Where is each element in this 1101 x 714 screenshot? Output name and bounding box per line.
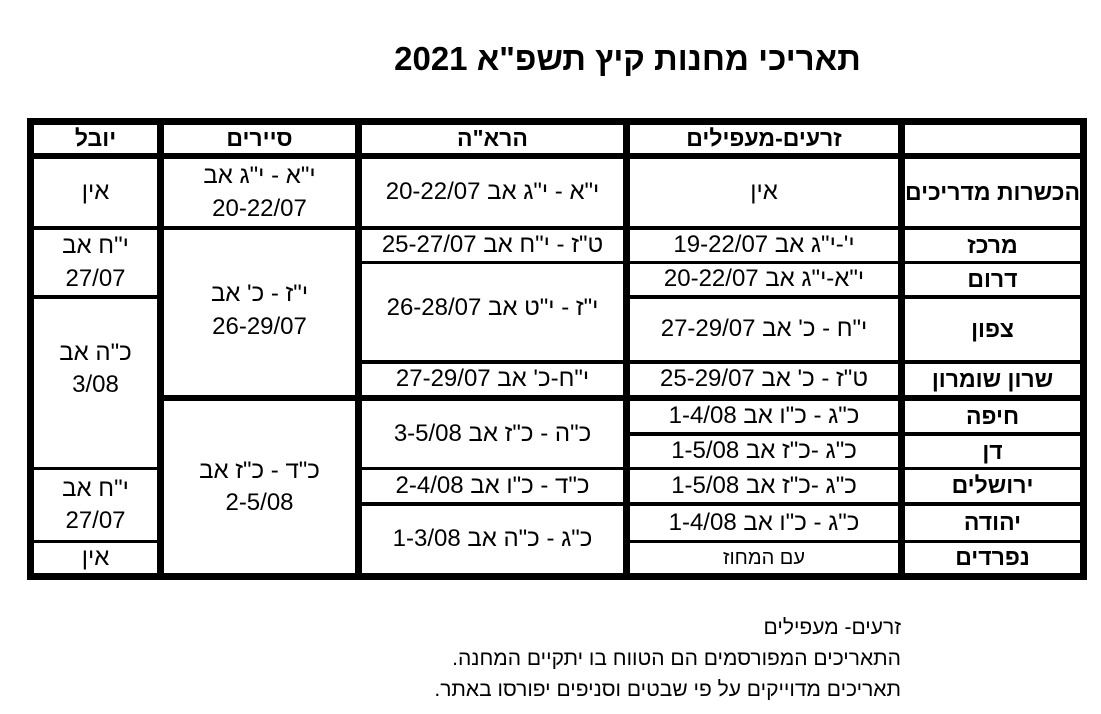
roeh-hachsharot: י"א - י"ג אב 20-22/07: [362, 159, 623, 226]
zeraim-merkaz: י'-י"ג אב 19-22/07: [630, 230, 898, 261]
yovel-merkaz-darom-hebrew: י"ח אב: [62, 232, 129, 260]
sayarim-haifa-nifradim-dates: 2-5/08: [225, 489, 294, 516]
zeraim-hachsharot: אין: [630, 159, 898, 226]
row-yerushalayim: ירושלים: [905, 470, 1080, 502]
roeh-yehuda-nifradim: כ"ג - כ"ה אב 1-3/08: [362, 506, 623, 573]
row-merkaz: מרכז: [905, 230, 1080, 261]
row-darom: דרום: [905, 264, 1080, 295]
yovel-yerushalayim-yehuda-dates: 27/07: [65, 507, 126, 534]
sayarim-merkaz-sharon-dates: 26-29/07: [212, 312, 307, 340]
roeh-yerushalayim: כ"ד - כ"ו אב 2-4/08: [362, 470, 623, 502]
header-yovel: יובל: [34, 125, 157, 153]
sayarim-hachsharot: [164, 159, 355, 226]
roeh-sharon: י"ח-כ' אב 27-29/07: [362, 364, 623, 395]
footnotes: [434, 612, 901, 705]
page-title: תאריכי מחנות קיץ תשפ"א 2021: [394, 40, 861, 77]
sayarim-haifa-nifradim-hebrew: כ"ד - כ"ז אב: [199, 456, 320, 484]
yovel-merkaz-darom-dates: 27/07: [65, 264, 126, 292]
yovel-tzafon-dan-hebrew: כ"ה אב: [59, 338, 132, 366]
zeraim-yehuda: כ"ג - כ"ו אב 1-4/08: [630, 506, 898, 540]
zeraim-darom: י"א-י"ג אב 20-22/07: [630, 264, 898, 295]
roeh-darom-tzafon: י"ז - י"ט אב 26-28/07: [362, 264, 623, 360]
yovel-yerushalayim-yehuda-hebrew: י"ח אב: [62, 474, 129, 502]
header-sayarim: סיירים: [164, 125, 355, 153]
sayarim-haifa-nifradim: [164, 401, 355, 573]
zeraim-haifa: כ"ג - כ"ו אב 1-4/08: [630, 401, 898, 432]
row-hachsharot: הכשרות מדריכים: [905, 159, 1080, 226]
zeraim-nifradim: עם המחוז: [630, 543, 898, 573]
sayarim-merkaz-sharon-hebrew: י"ז - כ' אב: [210, 280, 309, 308]
row-yehuda: יהודה: [905, 506, 1080, 540]
yovel-tzafon-dan: [34, 299, 157, 467]
yovel-hachsharot: אין: [34, 159, 157, 226]
header-roeh: הרא"ה: [362, 125, 623, 153]
camp-dates-table: [27, 118, 1087, 580]
footnote-line: תאריכים מדוייקים על פי שבטים וסניפים יפורסו באתר.: [434, 678, 901, 701]
row-tzafon: צפון: [905, 299, 1080, 360]
row-sharon: שרון שומרון: [905, 364, 1080, 395]
zeraim-tzafon: י"ח - כ' אב 27-29/07: [630, 299, 898, 360]
zeraim-dan: כ"ג -כ"ז אב 1-5/08: [630, 436, 898, 467]
row-nifradim: נפרדים: [905, 543, 1080, 573]
footnote-line: התאריכים המפורסמים הם הטווח בו יתקיים המחנה.: [452, 647, 901, 670]
roeh-haifa-dan: כ"ה - כ"ז אב 3-5/08: [362, 401, 623, 467]
header-zeraim: זרעים-מעפילים: [630, 125, 898, 153]
row-dan: דן: [905, 436, 1080, 467]
yovel-tzafon-dan-dates: 3/08: [72, 371, 119, 398]
zeraim-sharon: ט"ז - כ' אב 25-29/07: [630, 364, 898, 395]
footnote-line: זרעים- מעפילים: [763, 616, 901, 639]
row-haifa: חיפה: [905, 401, 1080, 432]
yovel-merkaz-darom: [34, 230, 157, 295]
yovel-yerushalayim-yehuda: [34, 470, 157, 540]
sayarim-hachsharot-hebrew: י"א - י"ג אב: [203, 162, 316, 190]
sayarim-hachsharot-dates: 20-22/07: [212, 194, 307, 222]
sayarim-merkaz-sharon: [164, 230, 355, 395]
header-region: [905, 125, 1080, 153]
roeh-merkaz: ט"ז - י"ח אב 25-27/07: [362, 230, 623, 261]
zeraim-yerushalayim: כ"ג -כ"ז אב 1-5/08: [630, 470, 898, 502]
yovel-nifradim: אין: [34, 543, 157, 573]
